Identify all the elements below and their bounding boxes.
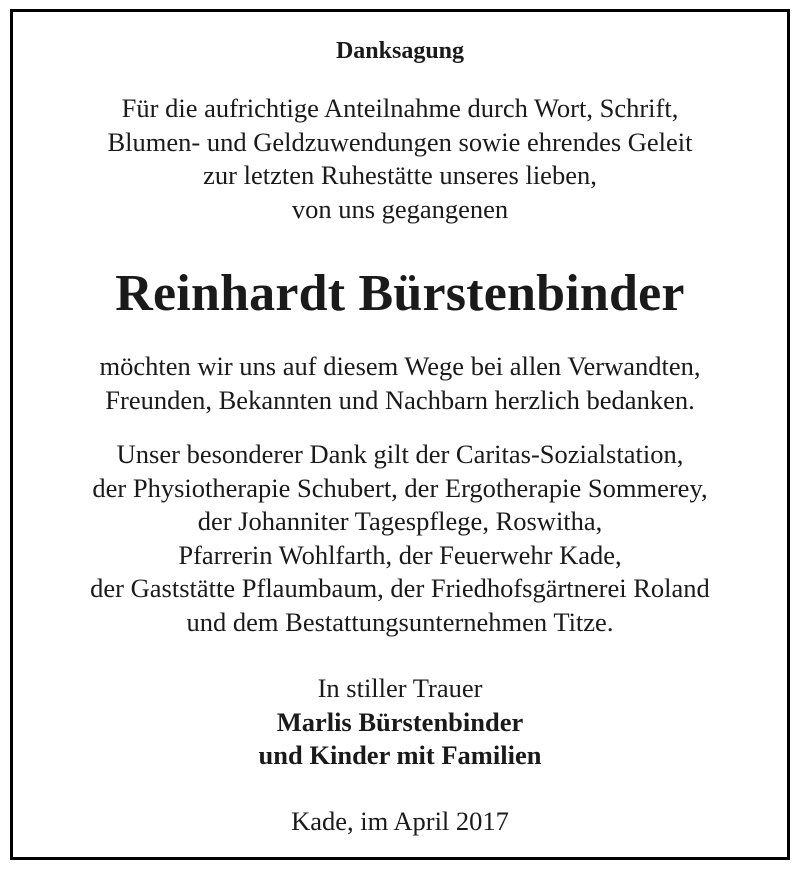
special-thanks-line: Pfarrerin Wohlfarth, der Feuerwehr Kade, — [178, 539, 622, 570]
intro-line: Für die aufrichtige Anteilnahme durch Wort, Schrift, — [121, 93, 679, 123]
obituary-frame — [10, 9, 790, 860]
special-thanks-paragraph — [13, 438, 787, 639]
signer-name: Marlis Bürstenbinder — [276, 706, 524, 737]
special-thanks-line: der Johanniter Tagespflege, Roswitha, — [197, 506, 603, 536]
intro-line: von uns gegangenen — [291, 193, 509, 224]
mourning-block — [13, 672, 787, 773]
intro-line: Blumen- und Geldzuwendungen sowie ehrendes Geleit — [107, 126, 693, 157]
intro-line: zur letzten Ruhestätte unseres lieben, — [203, 160, 597, 190]
deceased-name: Reinhardt Bürstenbinder — [115, 265, 685, 322]
special-thanks-line: und dem Bestattungsunternehmen Titze. — [186, 606, 614, 637]
special-thanks-line: Unser besonderer Dank gilt der Caritas-Sozialstation, — [116, 439, 684, 469]
thanks-paragraph — [13, 350, 787, 417]
thanks-line: möchten wir uns auf diesem Wege bei allen Verwandten, — [99, 351, 701, 381]
special-thanks-line: der Physiotherapie Schubert, der Ergotherapie Sommerey, — [92, 472, 708, 503]
signer-family: und Kinder mit Familien — [258, 740, 542, 770]
place-and-date: Kade, im April 2017 — [291, 806, 509, 836]
notice-heading: Danksagung — [335, 38, 465, 64]
mourning-phrase: In stiller Trauer — [317, 673, 483, 703]
intro-paragraph — [13, 92, 787, 226]
special-thanks-line: der Gaststätte Pflaumbaum, der Friedhofsgärtnerei Roland — [90, 573, 710, 603]
thanks-line: Freunden, Bekannten und Nachbarn herzlich bedanken. — [105, 384, 695, 415]
